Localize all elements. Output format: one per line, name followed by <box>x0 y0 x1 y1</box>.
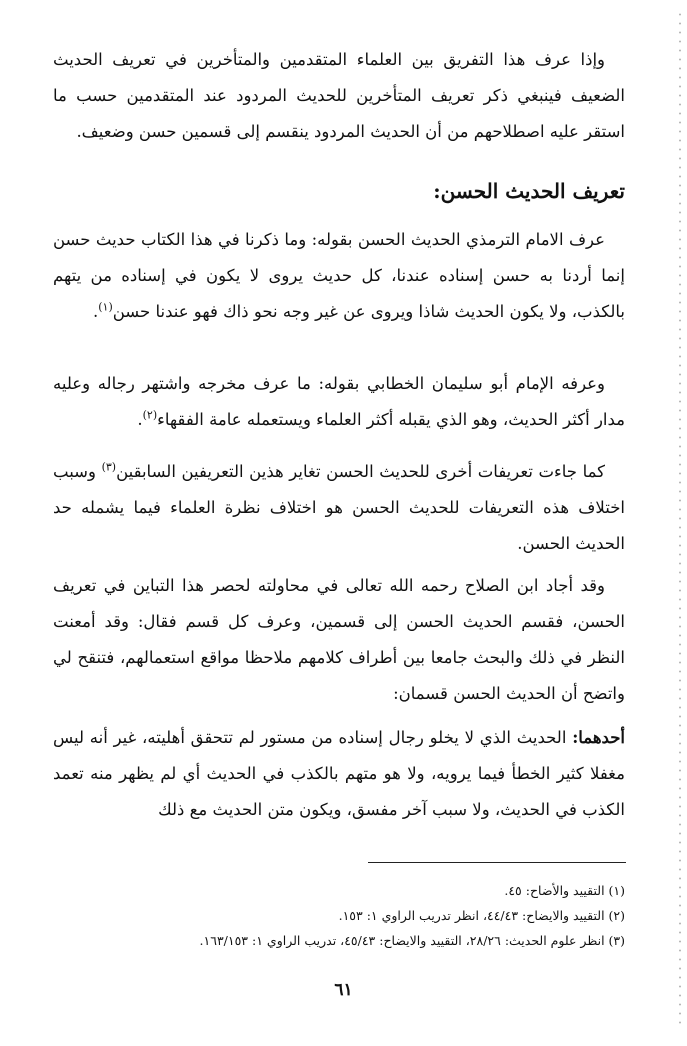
page-edge-dots <box>679 10 681 1030</box>
paragraph-other-definitions-text-b: وسبب اختلاف هذه التعريفات للحديث الحسن هو اختلاف نظرة العلماء فيما يشمله حد الحديث الحسن. <box>53 462 625 553</box>
first-type-label: أحدهما: <box>572 728 625 747</box>
paragraph-khattabi-text: وعرفه الإمام أبو سليمان الخطابي بقوله: ما عرف مخرجه واشتهر رجاله وعليه مدار أكثر الحديث، وهو الذي يقبله أكثر العلماء ويستعمله عامة الفقهاء <box>53 374 625 429</box>
paragraph-tirmidhi: عرف الامام الترمذي الحديث الحسن بقوله: وما ذكرنا في هذا الكتاب حديث حسن إنما أردنا به حسن إسناده عندنا، كل حديث يروى لا يكون في إسناده من يتهم بالكذب، ولا يكون الحديث شاذا ويروى عن غير وجه نحو ذاك فهو عندنا حسن$^{(١)}$. <box>53 230 625 321</box>
footnote-ref-1: (١) <box>98 300 113 314</box>
section-heading: تعريف الحديث الحسن: <box>433 179 625 203</box>
paragraph-khattabi: وعرفه الإمام أبو سليمان الخطابي بقوله: ما عرف مخرجه واشتهر رجاله وعليه مدار أكثر الحديث، وهو الذي يقبله أكثر العلماء ويستعمله عامة الفقهاء$^{(٢)}$. <box>53 374 625 429</box>
footnote-divider <box>368 862 626 863</box>
paragraph-ibn-salah: وقد أجاد ابن الصلاح رحمه الله تعالى في محاولته لحصر هذا التباين في تعريف الحسن، فقسم الحديث الحسن إلى قسمين، وعرف كل قسم فقال: وقد أمعنت النظر في ذلك والبحث جامعا بين أطراف كلامهم ملاحظا مواقع استعمالهم، فتنقح لي واتضح أن الحديث الحسن قسمان: <box>53 576 625 703</box>
paragraph-tirmidhi-text: عرف الامام الترمذي الحديث الحسن بقوله: وما ذكرنا في هذا الكتاب حديث حسن إنما أردنا به حسن إسناده عندنا، كل حديث يروى لا يكون في إسناده من يتهم بالكذب، ولا يكون الحديث شاذا ويروى عن غير وجه نحو ذاك فهو عندنا حسن <box>53 230 625 321</box>
footnote-ref-3: (٣) <box>101 460 117 474</box>
paragraph-other-definitions <box>53 454 625 562</box>
footnote-ref-2: (٢) <box>142 408 158 422</box>
paragraph-intro: وإذا عرف هذا التفريق بين العلماء المتقدمين والمتأخرين في تعريف الحديث الضعيف فينبغي ذكر تعريف المتأخرين للحديث المردود عند المتقدمين حسب ما استقر عليه اصطلاحهم من أن الحديث المردود ينقسم إلى قسمين حسن وضعيف. <box>53 50 625 141</box>
footnote-3: (٣) انظر علوم الحديث: ٢٨/٢٦، التقييد والايضاح: ٤٥/٤٣، تدريب الراوي ١: ١٦٣/١٥٣. <box>199 933 625 948</box>
footnote-2: (٢) التقييد والايضاح: ٤٤/٤٣، انظر تدريب الراوي ١: ١٥٣. <box>338 908 625 923</box>
paragraph-first-type-text: الحديث الذي لا يخلو رجال إسناده من مستور لم تتحقق أهليته، غير أنه ليس مغفلا كثير الخطأ فيما يرويه، ولا هو متهم بالكذب في الحديث أي لم يظهر منه تعمد الكذب في الحديث، ولا سبب آخر مفسق، ويكون متن الحديث مع ذلك <box>53 728 625 819</box>
page-number: ٦١ <box>334 980 353 1000</box>
paragraph-other-definitions-text-a: كما جاءت تعريفات أخرى للحديث الحسن تغاير هذين التعريفين السابقين <box>116 462 605 481</box>
footnote-1: (١) التقييد والأضاح: ٤٥. <box>504 883 625 898</box>
paragraph-first-type <box>53 720 625 828</box>
footnotes <box>53 878 625 953</box>
